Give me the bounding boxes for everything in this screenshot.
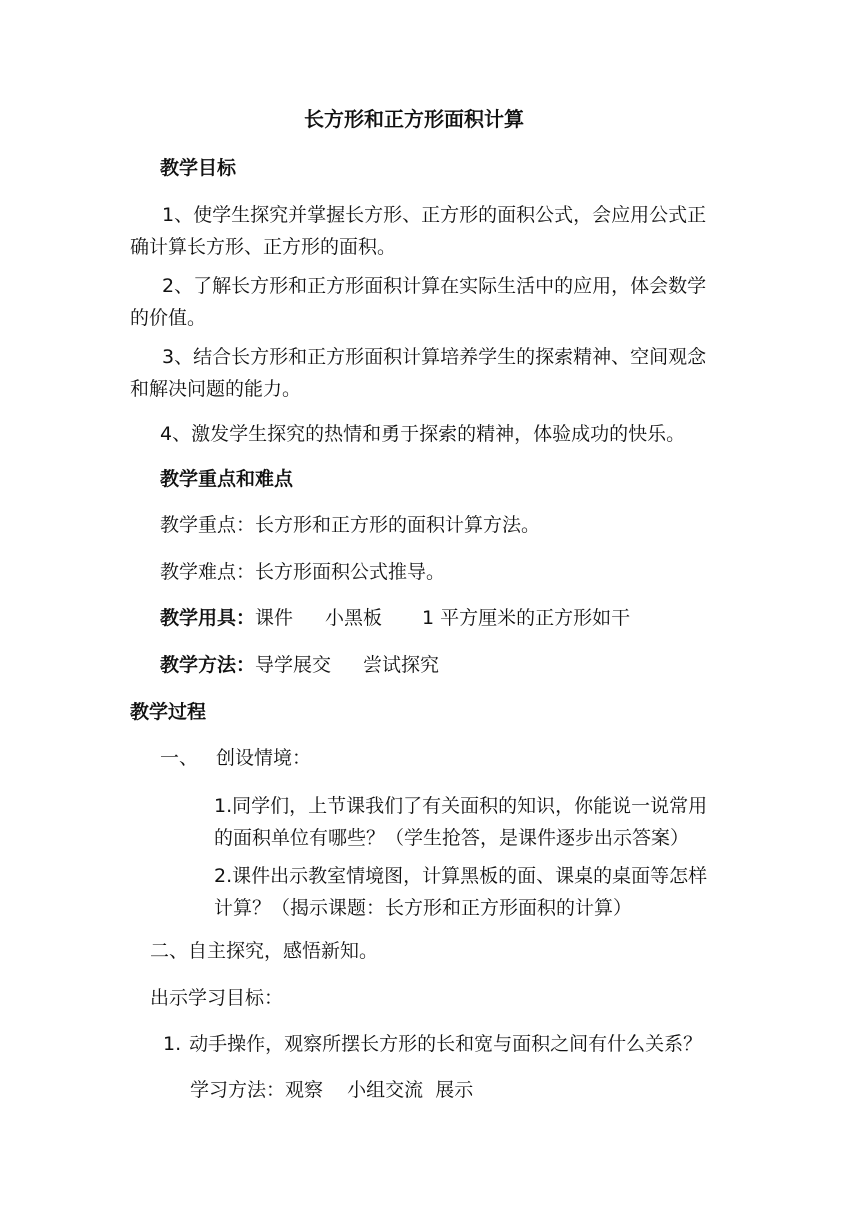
teaching-tools-item: 课件 <box>255 607 294 629</box>
process-heading: 教学过程 <box>130 701 207 723</box>
difficult-point: 教学难点：长方形面积公式推导。 <box>160 561 446 583</box>
section-2-item-1 <box>163 1032 702 1056</box>
section-1-number: 一、 <box>160 747 199 769</box>
goal-item-3-line1: 3、结合长方形和正方形面积计算培养学生的探索精神、空间观念 <box>162 346 707 368</box>
goals-heading: 教学目标 <box>160 157 237 179</box>
section-1-item-1-line1: 1.同学们，上节课我们了有关面积的知识，你能说一说常用 <box>214 795 708 817</box>
goal-item-3 <box>130 341 706 405</box>
section-1-heading <box>160 746 311 770</box>
key-point: 教学重点：长方形和正方形的面积计算方法。 <box>160 514 541 536</box>
teaching-methods-label: 教学方法： <box>160 654 256 676</box>
goal-item-2 <box>130 270 706 334</box>
section-1-item-1-line2: 的面积单位有哪些？（学生抢答，是课件逐步出示答案） <box>214 827 690 849</box>
goal-item-4: 4、激发学生探究的热情和勇于探索的精神，体验成功的快乐。 <box>160 423 686 445</box>
goal-item-1-line2: 确计算长方形、正方形的面积。 <box>130 236 397 258</box>
learning-goals-label: 出示学习目标： <box>150 987 284 1009</box>
teaching-tools-item: 1 平方厘米的正方形如干 <box>422 607 631 629</box>
section-1-item-2-line1: 2.课件出示教室情境图，计算黑板的面、课桌的桌面等怎样 <box>214 865 708 887</box>
teaching-methods <box>160 653 439 677</box>
teaching-methods-item: 尝试探究 <box>363 654 440 676</box>
teaching-methods-item: 导学展交 <box>255 654 332 676</box>
section-2-item-1-number: 1. <box>163 1033 182 1055</box>
key-difficulty-heading: 教学重点和难点 <box>160 468 294 490</box>
teaching-tools <box>160 606 630 630</box>
section-1-item-1 <box>214 790 707 854</box>
section-2-heading: 二、自主探究，感悟新知。 <box>150 940 379 962</box>
teaching-tools-label: 教学用具： <box>160 607 256 629</box>
learning-methods-line: 学习方法：观察 小组交流 展示 <box>190 1079 474 1101</box>
goal-item-2-line2: 的价值。 <box>130 307 207 329</box>
section-2-item-1-text: 动手操作，观察所摆长方形的长和宽与面积之间有什么关系？ <box>189 1033 703 1055</box>
goal-item-2-line1: 2、了解长方形和正方形面积计算在实际生活中的应用，体会数学 <box>162 275 707 297</box>
teaching-tools-item: 小黑板 <box>325 607 383 629</box>
section-1-title: 创设情境： <box>216 747 312 769</box>
goal-item-1-line1: 1、使学生探究并掌握长方形、正方形的面积公式，会应用公式正 <box>162 204 707 226</box>
section-1-item-2 <box>214 860 707 924</box>
section-1-item-2-line2: 计算？（揭示课题：长方形和正方形面积的计算） <box>214 897 633 919</box>
goal-item-1 <box>130 199 706 263</box>
goal-item-3-line2: 和解决问题的能力。 <box>130 378 302 400</box>
page-title: 长方形和正方形面积计算 <box>304 107 524 131</box>
